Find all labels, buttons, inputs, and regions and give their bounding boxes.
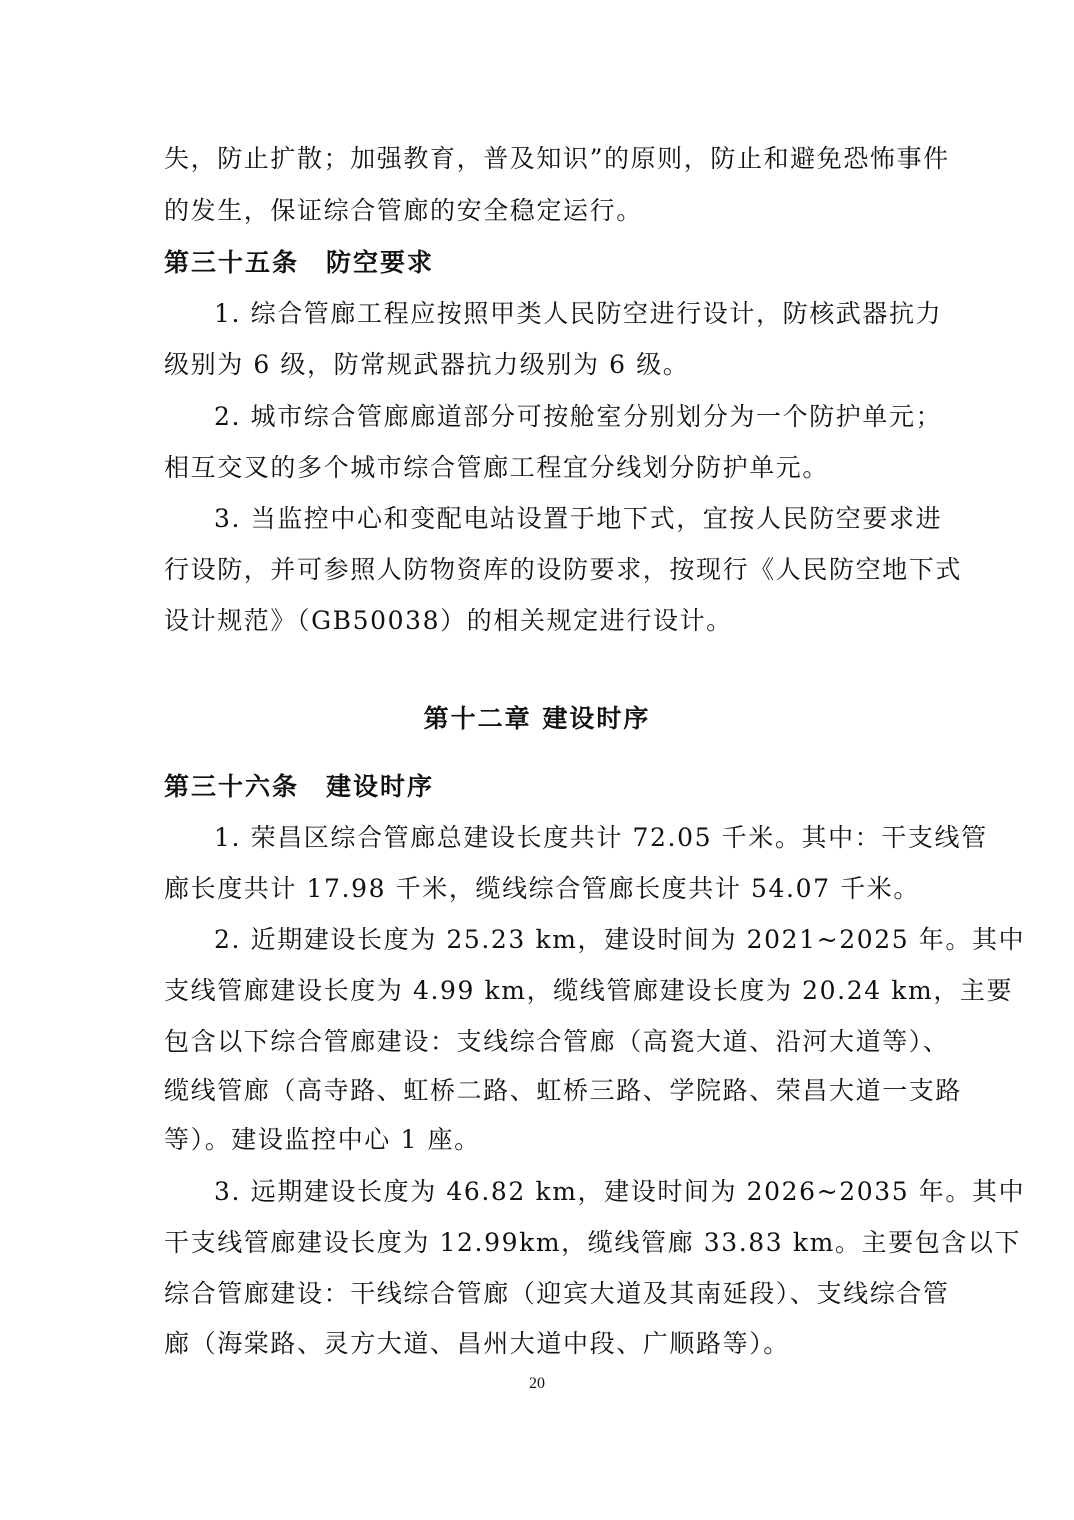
article-35-item-3: 3. 当监控中心和变配电站设置于地下式，宜按人民防空要求进: [214, 504, 943, 533]
article-36-item-3: 3. 远期建设长度为 46.82 km，建设时间为 2026~2035 年。其中: [214, 1177, 1026, 1206]
body-text-line: 等）。建设监控中心 1 座。: [164, 1125, 481, 1154]
body-text-line: 支线管廊建设长度为 4.99 km，缆线管廊建设长度为 20.24 km，主要: [164, 976, 1014, 1005]
body-text-line: 廊（海棠路、灵方大道、昌州大道中段、广顺路等）。: [164, 1329, 790, 1358]
article-36-heading: 第三十六条 建设时序: [164, 772, 435, 801]
body-text-line: 行设防，并可参照人防物资库的设防要求，按现行《人民防空地下式: [164, 555, 963, 584]
body-text-line: 包含以下综合管廊建设：支线综合管廊（高瓷大道、沿河大道等）、: [164, 1027, 950, 1056]
body-text-line: 干支线管廊建设长度为 12.99km，缆线管廊 33.83 km。主要包含以下: [164, 1228, 1022, 1257]
article-35-item-1: 1. 综合管廊工程应按照甲类人民防空进行设计，防核武器抗力: [214, 299, 943, 328]
article-35-item-2: 2. 城市综合管廊廊道部分可按舱室分别划分为一个防护单元；: [214, 402, 943, 431]
page-number: 20: [529, 1375, 545, 1392]
article-35-heading: 第三十五条 防空要求: [164, 248, 435, 277]
chapter-title: 第十二章 建设时序: [423, 704, 651, 733]
body-text-line: 综合管廊建设：干线综合管廊（迎宾大道及其南延段）、支线综合管: [164, 1279, 950, 1308]
body-text-line: 设计规范》（GB50038）的相关规定进行设计。: [164, 606, 733, 635]
body-text-line: 缆线管廊（高寺路、虹桥二路、虹桥三路、学院路、荣昌大道一支路: [164, 1076, 963, 1105]
body-text-line: 的发生，保证综合管廊的安全稳定运行。: [164, 196, 643, 225]
body-text-line: 失，防止扩散；加强教育，普及知识”的原则，防止和避免恐怖事件: [164, 144, 950, 173]
article-36-item-2: 2. 近期建设长度为 25.23 km，建设时间为 2021~2025 年。其中: [214, 925, 1026, 954]
body-text-line: 相互交叉的多个城市综合管廊工程宜分线划分防护单元。: [164, 453, 830, 482]
article-36-item-1: 1. 荣昌区综合管廊总建设长度共计 72.05 千米。其中：干支线管: [214, 823, 988, 852]
body-text-line: 级别为 6 级，防常规武器抗力级别为 6 级。: [164, 350, 690, 379]
body-text-line: 廊长度共计 17.98 千米，缆线综合管廊长度共计 54.07 千米。: [164, 874, 920, 903]
